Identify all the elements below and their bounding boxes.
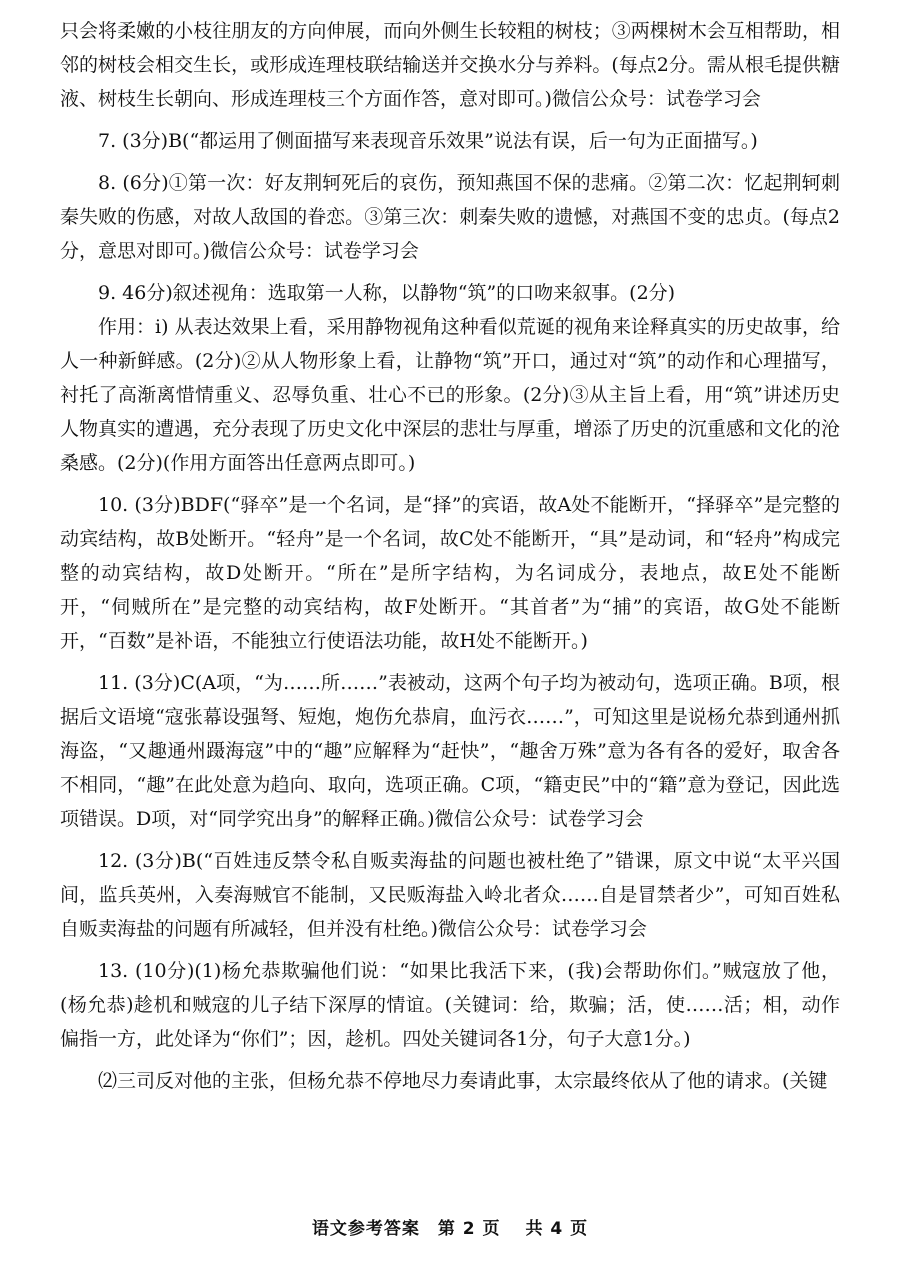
paragraph-q9-effect: 作用：i) 从表达效果上看，采用静物视角这种看似荒诞的视角来诠释真实的历史故事，给人一种新鲜感。(2分)②从人物形象上看，让静物“筑”开口，通过对“筑”的动作和心理描写，衬托了高渐离惜情重义、忍辱负重、壮心不已的形象。(2分)③从主旨上看，用“筑”讲述历史人物真实的遭遇，充分表现了历史文化中深层的悲壮与厚重，增添了历史的沉重感和文化的沧桑感。(2分)(作用方面答出任意两点即可。) [60, 316, 840, 474]
paragraph-6-continuation: 只会将柔嫩的小枝往朋友的方向伸展，而向外侧生长较粗的树枝；③两棵树木会互相帮助，相邻的树枝会相交生长，或形成连理枝联结输送并交换水分与养料。(每点2分。需从根毛提供糖液、树枝生长朝向、形成连理枝三个方面作答，意对即可。)微信公众号：试卷学习会 [60, 20, 840, 110]
paragraph-q9-perspective: 9. 46分)叙述视角：选取第一人称，以静物“筑”的口吻来叙事。(2分) [98, 282, 676, 304]
paragraph-q7: 7. (3分)B(“都运用了侧面描写来表现音乐效果”说法有误，后一句为正面描写。) [98, 130, 758, 152]
paragraph-q11: 11. (3分)C(A项，“为……所……”表被动，这两个句子均为被动句，选项正确。B项，根据后文语境“寇张幕设强弩、短炮，炮伤允恭肩，血污衣……”，可知这里是说杨允恭到通州抓海盗，“又趣通州蹑海寇”中的“趣”应解释为“赶快”，“趣舍万殊”意为各有各的爱好，取舍各不相同，“趣”在此处意为趋向、取向，选项正确。C项，“籍吏民”中的“籍”意为登记，因此选项错误。D项，对“同学究出身”的解释正确。)微信公众号：试卷学习会 [60, 672, 840, 830]
paragraph-q8: 8. (6分)①第一次：好友荆轲死后的哀伤，预知燕国不保的悲痛。②第二次：忆起荆轲刺秦失败的伤感，对故人敌国的眷恋。③第三次：刺秦失败的遗憾，对燕国不变的忠贞。(每点2分，意思对即可。)微信公众号：试卷学习会 [60, 172, 840, 262]
page-footer: 语文参考答案 第 2 页 共 4 页 [311, 1219, 589, 1239]
paragraph-q13-part2: ⑵三司反对他的主张，但杨允恭不停地尽力奏请此事，太宗最终依从了他的请求。(关键 [98, 1070, 828, 1092]
paragraph-q13-part1: 13. (10分)(1)杨允恭欺骗他们说：“如果比我活下来，(我)会帮助你们。”贼寇放了他，(杨允恭)趁机和贼寇的儿子结下深厚的情谊。(关键词：给，欺骗；活，使……活；相，动作偏指一方，此处译为“你们”；因，趁机。四处关键词各1分，句子大意1分。) [60, 960, 840, 1050]
answer-page-body [60, 14, 840, 1098]
paragraph-q12: 12. (3分)B(“百姓违反禁令私自贩卖海盐的问题也被杜绝了”错课，原文中说“太平兴国间，监兵英州，入奏海贼官不能制，又民贩海盐入岭北者众……自是冒禁者少”，可知百姓私自贩卖海盐的问题有所减轻，但并没有杜绝。)微信公众号：试卷学习会 [60, 850, 840, 940]
paragraph-q10: 10. (3分)BDF(“驿卒”是一个名词，是“择”的宾语，故A处不能断开，“择驿卒”是完整的动宾结构，故B处断开。“轻舟”是一个名词，故C处不能断开，“具”是动词，和“轻舟”构成完整的动宾结构，故D处断开。“所在”是所字结构，为名词成分，表地点，故E处不能断开，“伺贼所在”是完整的动宾结构，故F处断开。“其首者”为“捕”的宾语，故G处不能断开，“百数”是补语，不能独立行使语法功能，故H处不能断开。) [60, 494, 840, 652]
